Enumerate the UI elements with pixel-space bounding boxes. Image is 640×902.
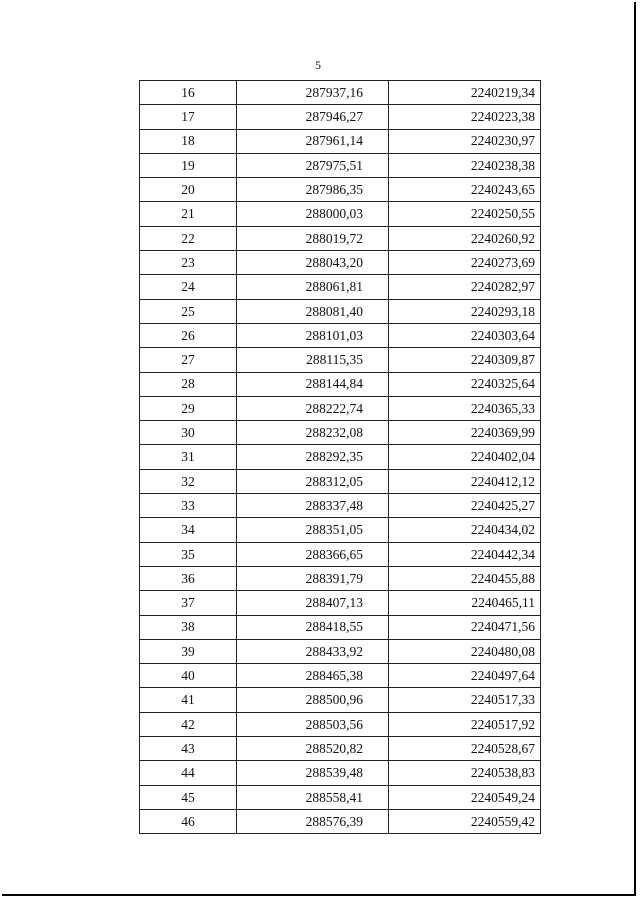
x-coordinate-cell: 287946,27 bbox=[237, 105, 389, 129]
y-coordinate-cell: 2240402,04 bbox=[389, 445, 541, 469]
y-coordinate-cell: 2240260,92 bbox=[389, 226, 541, 250]
point-number-cell: 17 bbox=[140, 105, 237, 129]
x-coordinate-cell: 288407,13 bbox=[237, 591, 389, 615]
table-row bbox=[140, 202, 541, 226]
y-coordinate-cell: 2240559,42 bbox=[389, 809, 541, 833]
table-row bbox=[140, 153, 541, 177]
point-number-cell: 29 bbox=[140, 396, 237, 420]
table-row bbox=[140, 518, 541, 542]
x-coordinate-cell: 288019,72 bbox=[237, 226, 389, 250]
table-row bbox=[140, 81, 541, 105]
point-number-cell: 28 bbox=[140, 372, 237, 396]
point-number-cell: 22 bbox=[140, 226, 237, 250]
page-number: 5 bbox=[315, 58, 321, 72]
point-number-cell: 20 bbox=[140, 178, 237, 202]
y-coordinate-cell: 2240282,97 bbox=[389, 275, 541, 299]
point-number-cell: 44 bbox=[140, 761, 237, 785]
y-coordinate-cell: 2240517,33 bbox=[389, 688, 541, 712]
point-number-cell: 34 bbox=[140, 518, 237, 542]
table-row bbox=[140, 615, 541, 639]
y-coordinate-cell: 2240528,67 bbox=[389, 737, 541, 761]
y-coordinate-cell: 2240497,64 bbox=[389, 664, 541, 688]
y-coordinate-cell: 2240434,02 bbox=[389, 518, 541, 542]
y-coordinate-cell: 2240325,64 bbox=[389, 372, 541, 396]
table-row bbox=[140, 323, 541, 347]
table-row bbox=[140, 445, 541, 469]
point-number-cell: 16 bbox=[140, 81, 237, 105]
x-coordinate-cell: 288503,56 bbox=[237, 712, 389, 736]
x-coordinate-cell: 288576,39 bbox=[237, 809, 389, 833]
point-number-cell: 36 bbox=[140, 566, 237, 590]
y-coordinate-cell: 2240538,83 bbox=[389, 761, 541, 785]
table-row bbox=[140, 372, 541, 396]
table-row bbox=[140, 421, 541, 445]
point-number-cell: 27 bbox=[140, 348, 237, 372]
x-coordinate-cell: 287937,16 bbox=[237, 81, 389, 105]
y-coordinate-cell: 2240369,99 bbox=[389, 421, 541, 445]
table-row bbox=[140, 591, 541, 615]
x-coordinate-cell: 287975,51 bbox=[237, 153, 389, 177]
x-coordinate-cell: 288115,35 bbox=[237, 348, 389, 372]
y-coordinate-cell: 2240425,27 bbox=[389, 494, 541, 518]
y-coordinate-cell: 2240549,24 bbox=[389, 785, 541, 809]
table-row bbox=[140, 542, 541, 566]
point-number-cell: 38 bbox=[140, 615, 237, 639]
x-coordinate-cell: 288101,03 bbox=[237, 323, 389, 347]
x-coordinate-cell: 288337,48 bbox=[237, 494, 389, 518]
y-coordinate-cell: 2240442,34 bbox=[389, 542, 541, 566]
x-coordinate-cell: 288292,35 bbox=[237, 445, 389, 469]
x-coordinate-cell: 288558,41 bbox=[237, 785, 389, 809]
x-coordinate-cell: 288351,05 bbox=[237, 518, 389, 542]
table-row bbox=[140, 129, 541, 153]
x-coordinate-cell: 288520,82 bbox=[237, 737, 389, 761]
table-row bbox=[140, 785, 541, 809]
point-number-cell: 25 bbox=[140, 299, 237, 323]
table-row bbox=[140, 348, 541, 372]
y-coordinate-cell: 2240455,88 bbox=[389, 566, 541, 590]
point-number-cell: 30 bbox=[140, 421, 237, 445]
y-coordinate-cell: 2240273,69 bbox=[389, 251, 541, 275]
coordinates-table-body bbox=[140, 81, 541, 834]
x-coordinate-cell: 288539,48 bbox=[237, 761, 389, 785]
point-number-cell: 18 bbox=[140, 129, 237, 153]
y-coordinate-cell: 2240365,33 bbox=[389, 396, 541, 420]
y-coordinate-cell: 2240465,11 bbox=[389, 591, 541, 615]
point-number-cell: 39 bbox=[140, 639, 237, 663]
point-number-cell: 40 bbox=[140, 664, 237, 688]
y-coordinate-cell: 2240230,97 bbox=[389, 129, 541, 153]
y-coordinate-cell: 2240303,64 bbox=[389, 323, 541, 347]
y-coordinate-cell: 2240293,18 bbox=[389, 299, 541, 323]
point-number-cell: 46 bbox=[140, 809, 237, 833]
table-row bbox=[140, 226, 541, 250]
y-coordinate-cell: 2240517,92 bbox=[389, 712, 541, 736]
table-row bbox=[140, 664, 541, 688]
x-coordinate-cell: 288000,03 bbox=[237, 202, 389, 226]
table-row bbox=[140, 275, 541, 299]
y-coordinate-cell: 2240219,34 bbox=[389, 81, 541, 105]
coordinates-table bbox=[139, 80, 541, 834]
point-number-cell: 19 bbox=[140, 153, 237, 177]
y-coordinate-cell: 2240412,12 bbox=[389, 469, 541, 493]
x-coordinate-cell: 288043,20 bbox=[237, 251, 389, 275]
x-coordinate-cell: 288500,96 bbox=[237, 688, 389, 712]
x-coordinate-cell: 288081,40 bbox=[237, 299, 389, 323]
y-coordinate-cell: 2240480,08 bbox=[389, 639, 541, 663]
table-row bbox=[140, 761, 541, 785]
table-row bbox=[140, 688, 541, 712]
point-number-cell: 32 bbox=[140, 469, 237, 493]
x-coordinate-cell: 288366,65 bbox=[237, 542, 389, 566]
table-row bbox=[140, 737, 541, 761]
y-coordinate-cell: 2240223,38 bbox=[389, 105, 541, 129]
x-coordinate-cell: 288144,84 bbox=[237, 372, 389, 396]
table-row bbox=[140, 251, 541, 275]
point-number-cell: 43 bbox=[140, 737, 237, 761]
table-row bbox=[140, 809, 541, 833]
point-number-cell: 31 bbox=[140, 445, 237, 469]
table-row bbox=[140, 566, 541, 590]
point-number-cell: 26 bbox=[140, 323, 237, 347]
point-number-cell: 35 bbox=[140, 542, 237, 566]
table-row bbox=[140, 639, 541, 663]
point-number-cell: 23 bbox=[140, 251, 237, 275]
x-coordinate-cell: 287961,14 bbox=[237, 129, 389, 153]
x-coordinate-cell: 288391,79 bbox=[237, 566, 389, 590]
document-page bbox=[2, 2, 636, 896]
x-coordinate-cell: 288433,92 bbox=[237, 639, 389, 663]
point-number-cell: 45 bbox=[140, 785, 237, 809]
y-coordinate-cell: 2240243,65 bbox=[389, 178, 541, 202]
y-coordinate-cell: 2240250,55 bbox=[389, 202, 541, 226]
x-coordinate-cell: 288222,74 bbox=[237, 396, 389, 420]
table-row bbox=[140, 712, 541, 736]
x-coordinate-cell: 288312,05 bbox=[237, 469, 389, 493]
table-row bbox=[140, 299, 541, 323]
x-coordinate-cell: 288061,81 bbox=[237, 275, 389, 299]
x-coordinate-cell: 287986,35 bbox=[237, 178, 389, 202]
y-coordinate-cell: 2240471,56 bbox=[389, 615, 541, 639]
point-number-cell: 24 bbox=[140, 275, 237, 299]
point-number-cell: 37 bbox=[140, 591, 237, 615]
table-row bbox=[140, 396, 541, 420]
x-coordinate-cell: 288465,38 bbox=[237, 664, 389, 688]
table-row bbox=[140, 494, 541, 518]
point-number-cell: 41 bbox=[140, 688, 237, 712]
y-coordinate-cell: 2240238,38 bbox=[389, 153, 541, 177]
table-row bbox=[140, 469, 541, 493]
x-coordinate-cell: 288232,08 bbox=[237, 421, 389, 445]
table-row bbox=[140, 105, 541, 129]
x-coordinate-cell: 288418,55 bbox=[237, 615, 389, 639]
point-number-cell: 33 bbox=[140, 494, 237, 518]
y-coordinate-cell: 2240309,87 bbox=[389, 348, 541, 372]
table-row bbox=[140, 178, 541, 202]
point-number-cell: 42 bbox=[140, 712, 237, 736]
point-number-cell: 21 bbox=[140, 202, 237, 226]
